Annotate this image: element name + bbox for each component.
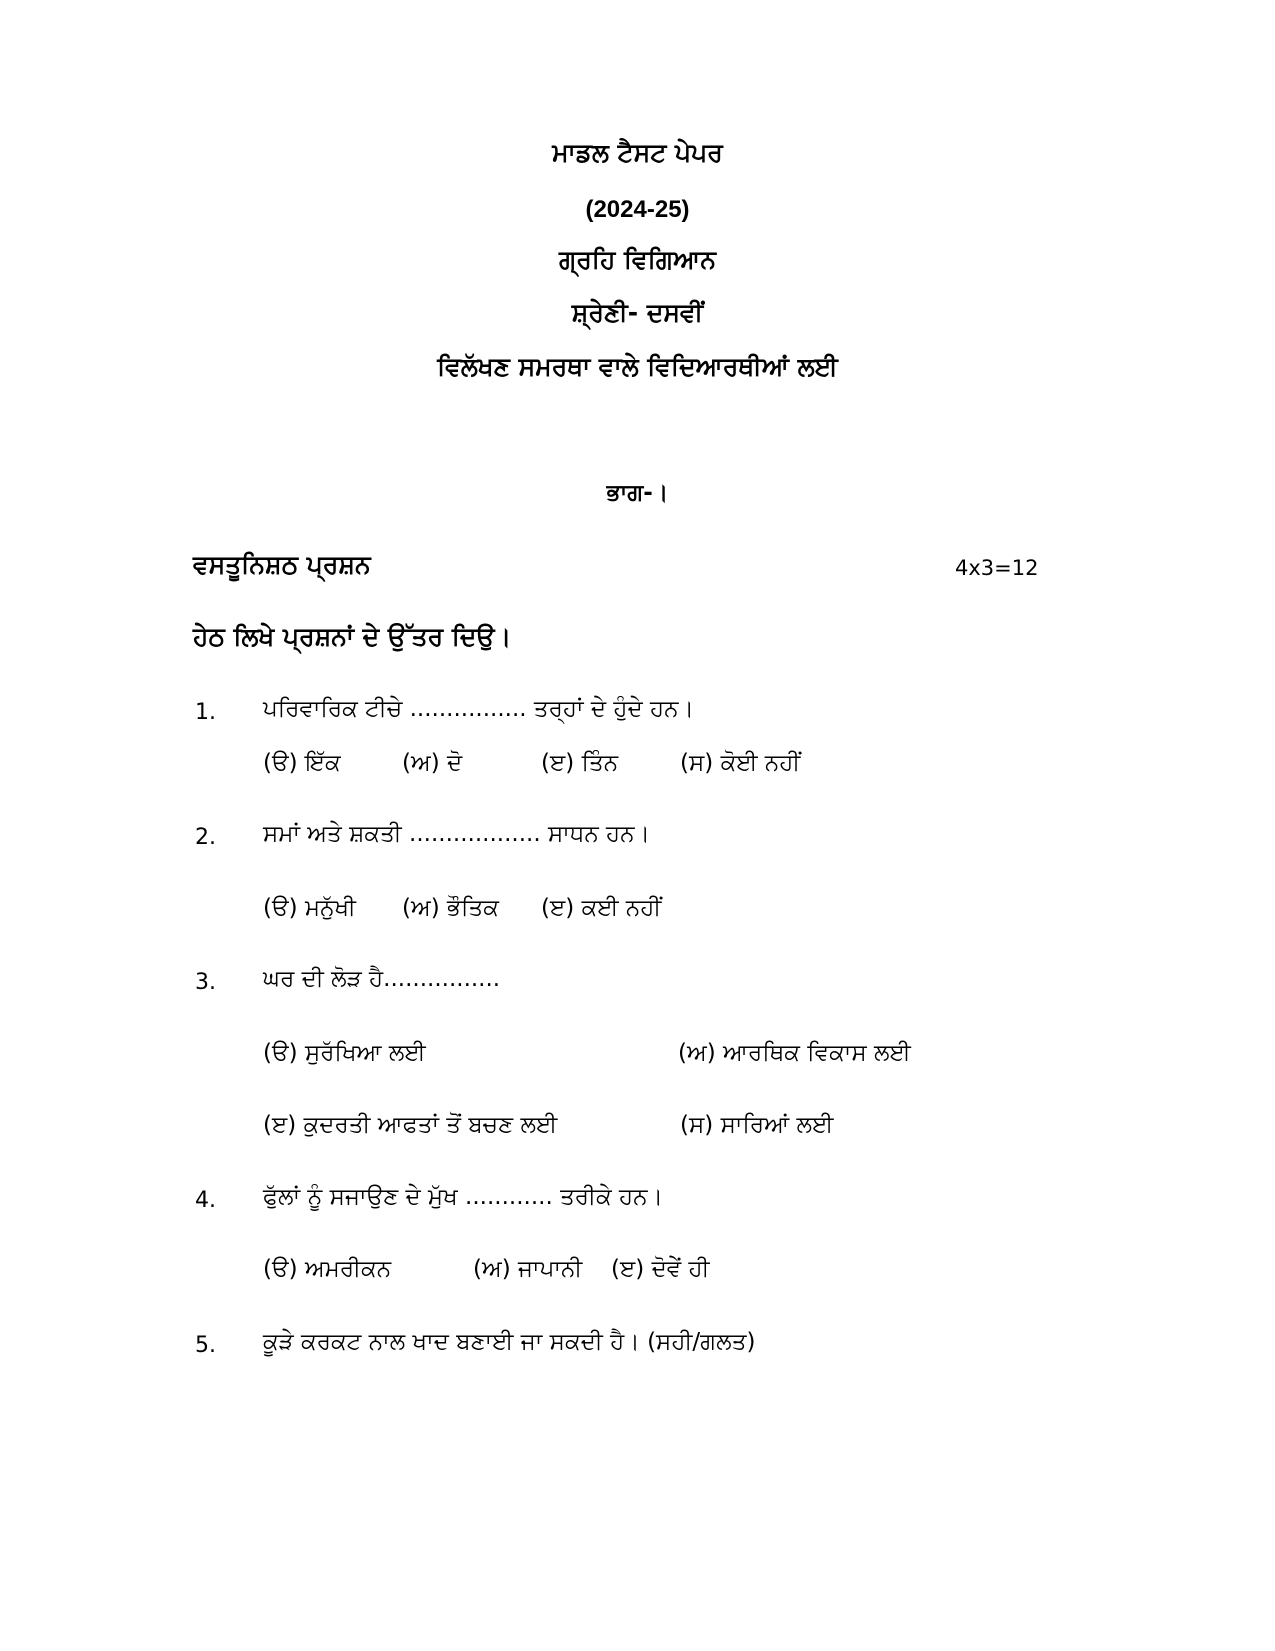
option-b: (ਅ) ਦੋ bbox=[402, 750, 463, 776]
option-c: (ੲ) ਤਿੰਨ bbox=[541, 750, 619, 776]
paper-title: ਮਾਡਲ ਟੈਸਟ ਪੇਪਰ bbox=[552, 138, 723, 167]
question-text: ਘਰ ਦੀ ਲੋੜ ਹੈ................ bbox=[263, 966, 501, 992]
question-number: 3. bbox=[195, 970, 216, 995]
question-text: ਪਰਿਵਾਰਿਕ ਟੀਚੇ ................ ਤਰ੍ਹਾਂ ਦੇ ਹੁੰਦੇ ਹਨ। bbox=[263, 696, 695, 722]
audience-label: ਵਿਲੱਖਣ ਸਮਰਥਾ ਵਾਲੇ ਵਿਦਿਆਰਥੀਆਂ ਲਈ bbox=[437, 352, 838, 381]
question-number: 5. bbox=[195, 1333, 216, 1358]
question-number: 2. bbox=[195, 825, 216, 850]
instruction-text: ਹੇਠ ਲਿਖੇ ਪ੍ਰਸ਼ਨਾਂ ਦੇ ਉੱਤਰ ਦਿਉ। bbox=[193, 622, 512, 651]
option-b: (ਅ) ਆਰਥਿਕ ਵਿਕਾਸ ਲਈ bbox=[678, 1040, 911, 1066]
option-c: (ੲ) ਕੁਦਰਤੀ ਆਫਤਾਂ ਤੋਂ ਬਚਣ ਲਈ bbox=[263, 1112, 558, 1138]
option-a: (ੳ) ਅਮਰੀਕਨ bbox=[263, 1256, 392, 1282]
part-label: ਭਾਗ-। bbox=[606, 480, 669, 506]
question-number: 1. bbox=[195, 700, 216, 725]
subject-title: ਗ੍ਰਹਿ ਵਿਗਿਆਨ bbox=[559, 245, 716, 274]
option-d: (ਸ) ਕੋਈ ਨਹੀਂ bbox=[680, 750, 801, 776]
question-text: ਸਮਾਂ ਅਤੇ ਸ਼ਕਤੀ .................. ਸਾਧਨ ਹਨ। bbox=[263, 821, 651, 847]
section-heading: ਵਸਤੂਨਿਸ਼ਠ ਪ੍ਰਸ਼ਨ bbox=[193, 550, 371, 579]
option-a: (ੳ) ਮਨੁੱਖੀ bbox=[263, 895, 356, 921]
question-text: ਫੁੱਲਾਂ ਨੂੰ ਸਜਾਉਣ ਦੇ ਮੁੱਖ ............ ਤਰੀਕੇ ਹਨ। bbox=[263, 1184, 663, 1210]
option-a: (ੳ) ਸੁਰੱਖਿਆ ਲਈ bbox=[263, 1040, 426, 1066]
section-marks: 4x3=12 bbox=[955, 556, 1039, 580]
question-text: ਕੂੜੇ ਕਰਕਟ ਨਾਲ ਖਾਦ ਬਣਾਈ ਜਾ ਸਕਦੀ ਹੈ। (ਸਹੀ/ਗਲਤ) bbox=[263, 1329, 756, 1355]
question-number: 4. bbox=[195, 1188, 216, 1213]
option-c: (ੲ) ਕਈ ਨਹੀਂ bbox=[541, 895, 662, 921]
option-a: (ੳ) ਇੱਕ bbox=[263, 750, 341, 776]
class-label: ਸ਼੍ਰੇਣੀ- ਦਸਵੀਂ bbox=[571, 298, 704, 327]
paper-year: (2024-25) bbox=[585, 196, 690, 223]
option-b: (ਅ) ਜਾਪਾਨੀ bbox=[473, 1256, 583, 1282]
option-b: (ਅ) ਭੌਤਿਕ bbox=[402, 895, 499, 921]
option-d: (ਸ) ਸਾਰਿਆਂ ਲਈ bbox=[680, 1112, 834, 1138]
option-c: (ੲ) ਦੋਵੇਂ ਹੀ bbox=[611, 1256, 710, 1282]
